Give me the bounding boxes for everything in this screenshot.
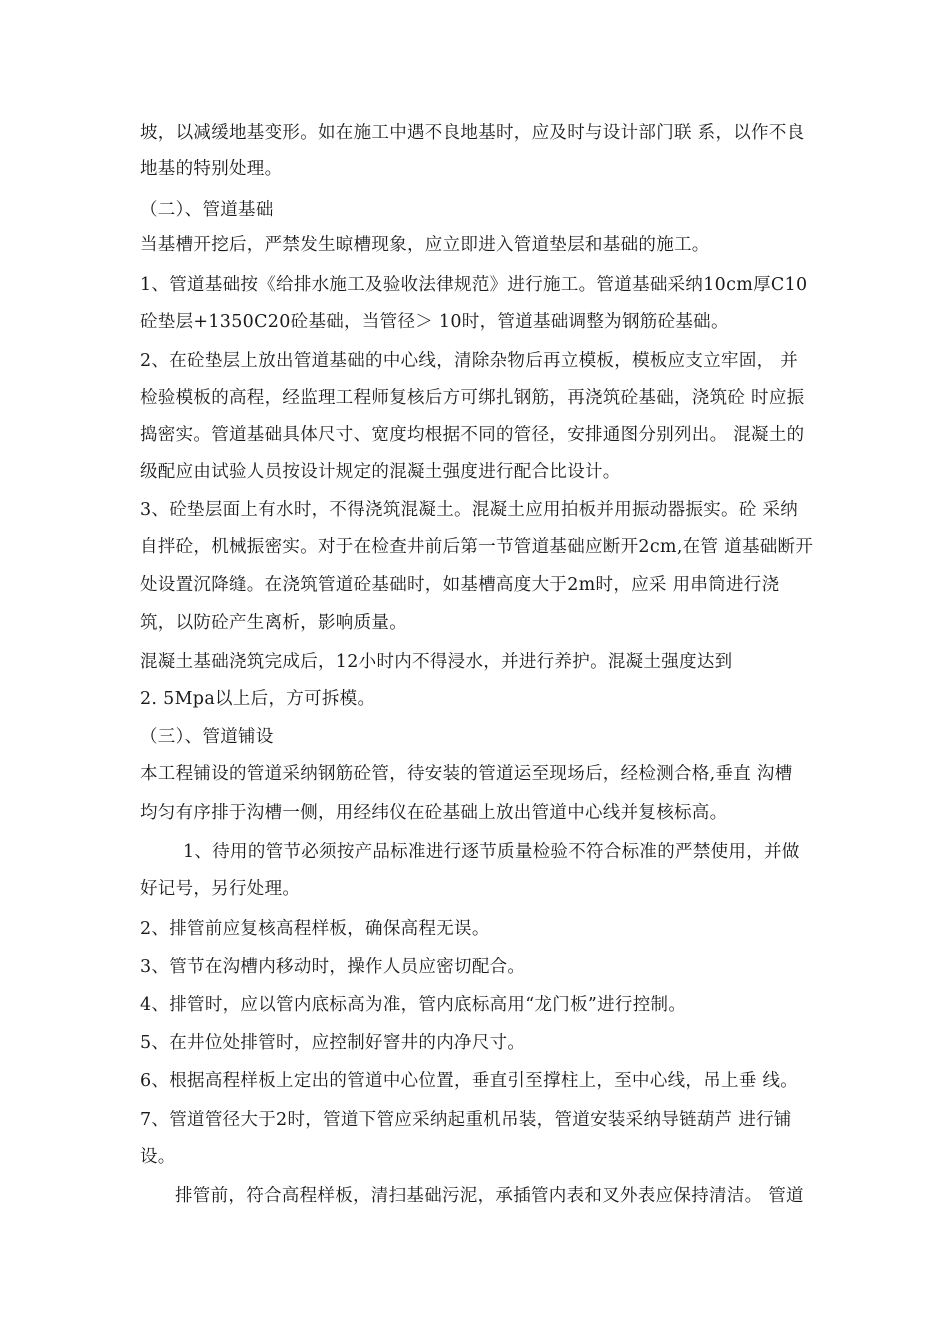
text-line: 排管前，符合高程样板，清扫基础污泥，承插管内表和叉外表应保持清洁。 管道 xyxy=(175,1186,804,1206)
text-line: 3、砼垫层面上有水时，不得浇筑混凝土。混凝土应用拍板并用振动器振实。砼 采纳 xyxy=(140,500,799,520)
text-line: 捣密实。管道基础具体尺寸、宽度均根据不同的管径，安排通图分别列出。 混凝土的 xyxy=(140,425,805,445)
text-line: 自拌砼，机械振密实。对于在检查井前后第一节管道基础应断开2cm,在管 道基础断开 xyxy=(140,537,814,557)
text-line: 地基的特别处理。 xyxy=(140,159,283,179)
text-line: 4、排管时，应以管内底标高为准，管内底标高用“龙门板”进行控制。 xyxy=(140,995,687,1015)
text-line: 处设置沉降缝。在浇筑管道砼基础时，如基槽高度大于2m时，应采 用串筒进行浇 xyxy=(140,575,780,595)
text-line: 混凝土基础浇筑完成后，12小时内不得浸水，并进行养护。混凝土强度达到 xyxy=(140,652,733,672)
text-line: 级配应由试验人员按设计规定的混凝土强度进行配合比设计。 xyxy=(140,462,621,482)
text-line: 均匀有序排于沟槽一侧，用经纬仪在砼基础上放出管道中心线并复核标高。 xyxy=(140,803,728,823)
section-heading: （三）、管道铺设 xyxy=(140,727,274,747)
text-line: 坡，以减缓地基变形。如在施工中遇不良地基时，应及时与设计部门联 系，以作不良 xyxy=(140,123,805,143)
text-line: 2、在砼垫层上放出管道基础的中心线，清除杂物后再立模板，模板应支立牢固， 并 xyxy=(140,351,799,371)
text-line: 1、管道基础按《给排水施工及验收法律规范》进行施工。管道基础采纳10cm厚C10 xyxy=(140,275,808,295)
text-line: 5、在井位处排管时，应控制好窨井的内净尺寸。 xyxy=(140,1033,526,1053)
text-line: 2、排管前应复核高程样板，确保高程无误。 xyxy=(140,919,490,939)
text-line: 当基槽开挖后，严禁发生晾槽现象，应立即进入管道垫层和基础的施工。 xyxy=(140,235,710,255)
text-line: 6、根据高程样板上定出的管道中心位置，垂直引至撑柱上，至中心线，吊上垂 线。 xyxy=(140,1071,799,1091)
section-heading: （二）、管道基础 xyxy=(140,200,274,220)
text-line: 1、待用的管节必须按产品标准进行逐节质量检验不符合标准的严禁使用，并做 xyxy=(183,842,800,862)
text-line: 砼垫层+1350C20砼基础，当管径＞ 10时，管道基础调整为钢筋砼基础。 xyxy=(140,312,729,332)
text-line: 检验模板的高程，经监理工程师复核后方可绑扎钢筋，再浇筑砼基础，浇筑砼 时应振 xyxy=(140,388,805,408)
text-line: 本工程铺设的管道采纳钢筋砼管，待安装的管道运至现场后，经检测合格,垂直 沟槽 xyxy=(140,764,793,784)
text-line: 3、管节在沟槽内移动时，操作人员应密切配合。 xyxy=(140,957,526,977)
text-line: 7、管道管径大于2时，管道下管应采纳起重机吊装，管道安装采纳导链葫芦 进行铺 xyxy=(140,1110,792,1130)
text-line: 好记号，另行处理。 xyxy=(140,879,301,899)
text-line: 筑，以防砼产生离析，影响质量。 xyxy=(140,613,407,633)
text-line: 2. 5Mpa以上后，方可拆模。 xyxy=(140,689,376,709)
text-line: 设。 xyxy=(140,1147,176,1167)
